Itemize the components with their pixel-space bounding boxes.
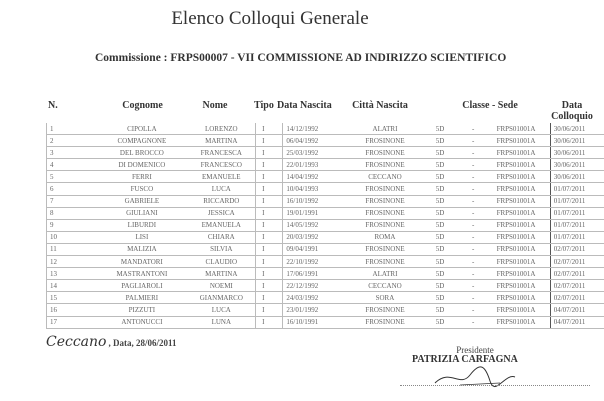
cell-n: 6 bbox=[47, 183, 97, 195]
cell-c: COMPAGNONE bbox=[96, 135, 187, 147]
cell-dn: 14/04/1992 bbox=[283, 171, 342, 183]
cell-n: 3 bbox=[47, 147, 97, 159]
cell-cl: 5D bbox=[428, 207, 464, 219]
cell-nm: FRANCESCA bbox=[187, 147, 255, 159]
students-table bbox=[46, 123, 604, 329]
place-signature: Ceccano bbox=[46, 334, 107, 350]
cell-ct: CECCANO bbox=[342, 171, 428, 183]
cell-nm: LORENZO bbox=[187, 123, 255, 135]
header-n: N. bbox=[48, 100, 58, 111]
cell-cl: 5D bbox=[428, 183, 464, 195]
cell-ct: FROSINONE bbox=[342, 316, 428, 328]
header-data-colloquio: Data Colloquio bbox=[551, 100, 593, 122]
cell-nm: JESSICA bbox=[187, 207, 255, 219]
cell-cl: 5D bbox=[428, 135, 464, 147]
cell-n: 8 bbox=[47, 207, 97, 219]
cell-cl: 5D bbox=[428, 171, 464, 183]
cell-cl: 5D bbox=[428, 268, 464, 280]
cell-c: MALIZIA bbox=[96, 243, 187, 255]
cell-ds: - bbox=[464, 147, 482, 159]
cell-cl: 5D bbox=[428, 147, 464, 159]
cell-t: I bbox=[256, 316, 283, 328]
cell-dc: 30/06/2011 bbox=[550, 171, 604, 183]
cell-c: GABRIELE bbox=[96, 195, 187, 207]
cell-nm: CHIARA bbox=[187, 231, 255, 243]
cell-nm: FRANCESCO bbox=[187, 159, 255, 171]
cell-n: 4 bbox=[47, 159, 97, 171]
cell-dc: 02/07/2011 bbox=[550, 280, 604, 292]
cell-ct: SORA bbox=[342, 292, 428, 304]
cell-n: 10 bbox=[47, 231, 97, 243]
cell-ct: ALATRI bbox=[342, 123, 428, 135]
cell-dc: 04/07/2011 bbox=[550, 304, 604, 316]
cell-c: PALMIERI bbox=[96, 292, 187, 304]
cell-ct: FROSINONE bbox=[342, 304, 428, 316]
cell-dc: 01/07/2011 bbox=[550, 219, 604, 231]
cell-sd: FRPS01001A bbox=[482, 292, 550, 304]
table-row bbox=[47, 316, 604, 328]
cell-dc: 02/07/2011 bbox=[550, 292, 604, 304]
cell-ds: - bbox=[464, 159, 482, 171]
cell-nm: LUNA bbox=[187, 316, 255, 328]
table-row bbox=[47, 304, 604, 316]
cell-ds: - bbox=[464, 207, 482, 219]
table-row bbox=[47, 219, 604, 231]
cell-c: FERRI bbox=[96, 171, 187, 183]
cell-sd: FRPS01001A bbox=[482, 207, 550, 219]
cell-sd: FRPS01001A bbox=[482, 171, 550, 183]
cell-c: DI DOMENICO bbox=[96, 159, 187, 171]
cell-dc: 30/06/2011 bbox=[550, 123, 604, 135]
table-row bbox=[47, 231, 604, 243]
cell-c: LIBURDI bbox=[96, 219, 187, 231]
cell-t: I bbox=[256, 123, 283, 135]
cell-sd: FRPS01001A bbox=[482, 304, 550, 316]
cell-ds: - bbox=[464, 183, 482, 195]
cell-dn: 22/12/1992 bbox=[283, 280, 342, 292]
cell-sd: FRPS01001A bbox=[482, 256, 550, 268]
cell-ds: - bbox=[464, 292, 482, 304]
cell-sd: FRPS01001A bbox=[482, 316, 550, 328]
header-classe-sede: Classe - Sede bbox=[462, 100, 518, 111]
cell-ct: FROSINONE bbox=[342, 195, 428, 207]
cell-sd: FRPS01001A bbox=[482, 159, 550, 171]
header-nome: Nome bbox=[202, 100, 228, 111]
cell-ds: - bbox=[464, 243, 482, 255]
cell-sd: FRPS01001A bbox=[482, 268, 550, 280]
cell-dc: 01/07/2011 bbox=[550, 231, 604, 243]
cell-nm: MARTINA bbox=[187, 268, 255, 280]
cell-sd: FRPS01001A bbox=[482, 183, 550, 195]
cell-c: CIPOLLA bbox=[96, 123, 187, 135]
cell-t: I bbox=[256, 243, 283, 255]
cell-dn: 14/05/1992 bbox=[283, 219, 342, 231]
cell-n: 2 bbox=[47, 135, 97, 147]
cell-ds: - bbox=[464, 256, 482, 268]
cell-ds: - bbox=[464, 123, 482, 135]
cell-cl: 5D bbox=[428, 280, 464, 292]
header-data-nascita: Data Nascita bbox=[277, 100, 332, 111]
cell-ds: - bbox=[464, 231, 482, 243]
cell-dn: 14/12/1992 bbox=[283, 123, 342, 135]
cell-dn: 16/10/1991 bbox=[283, 316, 342, 328]
cell-ds: - bbox=[464, 304, 482, 316]
cell-nm: CLAUDIO bbox=[187, 256, 255, 268]
cell-ct: ALATRI bbox=[342, 268, 428, 280]
cell-cl: 5D bbox=[428, 243, 464, 255]
cell-sd: FRPS01001A bbox=[482, 280, 550, 292]
cell-n: 1 bbox=[47, 123, 97, 135]
cell-t: I bbox=[256, 135, 283, 147]
cell-t: I bbox=[256, 219, 283, 231]
table-row bbox=[47, 135, 604, 147]
cell-t: I bbox=[256, 195, 283, 207]
cell-sd: FRPS01001A bbox=[482, 219, 550, 231]
cell-dn: 23/01/1992 bbox=[283, 304, 342, 316]
cell-c: DEL BROCCO bbox=[96, 147, 187, 159]
header-tipo: Tipo bbox=[254, 100, 274, 111]
cell-ct: CECCANO bbox=[342, 280, 428, 292]
table-row bbox=[47, 207, 604, 219]
table-row bbox=[47, 183, 604, 195]
president-label: Presidente bbox=[456, 345, 494, 355]
cell-sd: FRPS01001A bbox=[482, 195, 550, 207]
cell-cl: 5D bbox=[428, 195, 464, 207]
cell-t: I bbox=[256, 292, 283, 304]
cell-cl: 5D bbox=[428, 292, 464, 304]
cell-cl: 5D bbox=[428, 304, 464, 316]
cell-sd: FRPS01001A bbox=[482, 243, 550, 255]
cell-dc: 30/06/2011 bbox=[550, 159, 604, 171]
cell-t: I bbox=[256, 268, 283, 280]
cell-c: GIULIANI bbox=[96, 207, 187, 219]
table-row bbox=[47, 256, 604, 268]
cell-n: 17 bbox=[47, 316, 97, 328]
cell-dc: 30/06/2011 bbox=[550, 147, 604, 159]
cell-nm: EMANUELE bbox=[187, 171, 255, 183]
table-row bbox=[47, 195, 604, 207]
cell-ds: - bbox=[464, 171, 482, 183]
table-row bbox=[47, 280, 604, 292]
cell-n: 15 bbox=[47, 292, 97, 304]
president-name: PATRIZIA CARFAGNA bbox=[412, 354, 518, 365]
cell-ds: - bbox=[464, 195, 482, 207]
cell-t: I bbox=[256, 280, 283, 292]
cell-ct: ROMA bbox=[342, 231, 428, 243]
header-cognome: Cognome bbox=[122, 100, 163, 111]
cell-dc: 30/06/2011 bbox=[550, 135, 604, 147]
cell-n: 7 bbox=[47, 195, 97, 207]
cell-t: I bbox=[256, 231, 283, 243]
cell-ds: - bbox=[464, 316, 482, 328]
cell-dn: 19/01/1991 bbox=[283, 207, 342, 219]
table-row bbox=[47, 123, 604, 135]
cell-n: 16 bbox=[47, 304, 97, 316]
document-title: Elenco Colloqui Generale bbox=[171, 8, 369, 29]
cell-ct: FROSINONE bbox=[342, 183, 428, 195]
cell-cl: 5D bbox=[428, 123, 464, 135]
cell-dn: 09/04/1991 bbox=[283, 243, 342, 255]
cell-dn: 24/03/1992 bbox=[283, 292, 342, 304]
cell-nm: LUCA bbox=[187, 183, 255, 195]
table-row bbox=[47, 292, 604, 304]
cell-cl: 5D bbox=[428, 231, 464, 243]
cell-c: ANTONUCCI bbox=[96, 316, 187, 328]
cell-nm: SILVIA bbox=[187, 243, 255, 255]
cell-sd: FRPS01001A bbox=[482, 135, 550, 147]
cell-nm: MARTINA bbox=[187, 135, 255, 147]
cell-n: 5 bbox=[47, 171, 97, 183]
cell-t: I bbox=[256, 147, 283, 159]
cell-ds: - bbox=[464, 219, 482, 231]
cell-dn: 16/10/1992 bbox=[283, 195, 342, 207]
date-text: , Data, 28/06/2011 bbox=[108, 338, 177, 348]
cell-dn: 20/03/1992 bbox=[283, 231, 342, 243]
table-row bbox=[47, 171, 604, 183]
cell-dn: 06/04/1992 bbox=[283, 135, 342, 147]
cell-sd: FRPS01001A bbox=[482, 147, 550, 159]
table-row bbox=[47, 268, 604, 280]
cell-cl: 5D bbox=[428, 219, 464, 231]
cell-dc: 02/07/2011 bbox=[550, 243, 604, 255]
cell-dn: 22/01/1993 bbox=[283, 159, 342, 171]
cell-ct: FROSINONE bbox=[342, 256, 428, 268]
cell-sd: FRPS01001A bbox=[482, 123, 550, 135]
cell-ct: FROSINONE bbox=[342, 147, 428, 159]
cell-n: 11 bbox=[47, 243, 97, 255]
cell-c: PIZZUTI bbox=[96, 304, 187, 316]
signature-line bbox=[400, 385, 590, 386]
cell-c: FUSCO bbox=[96, 183, 187, 195]
cell-ct: FROSINONE bbox=[342, 219, 428, 231]
cell-n: 9 bbox=[47, 219, 97, 231]
cell-dc: 02/07/2011 bbox=[550, 256, 604, 268]
cell-nm: GIANMARCO bbox=[187, 292, 255, 304]
cell-ds: - bbox=[464, 135, 482, 147]
cell-c: MASTRANTONI bbox=[96, 268, 187, 280]
cell-cl: 5D bbox=[428, 159, 464, 171]
cell-nm: EMANUELA bbox=[187, 219, 255, 231]
cell-dn: 10/04/1993 bbox=[283, 183, 342, 195]
cell-ct: FROSINONE bbox=[342, 135, 428, 147]
cell-ct: FROSINONE bbox=[342, 159, 428, 171]
cell-c: PAGLIAROLI bbox=[96, 280, 187, 292]
cell-dc: 02/07/2011 bbox=[550, 268, 604, 280]
cell-t: I bbox=[256, 256, 283, 268]
cell-dn: 25/03/1992 bbox=[283, 147, 342, 159]
cell-sd: FRPS01001A bbox=[482, 231, 550, 243]
cell-n: 12 bbox=[47, 256, 97, 268]
president-signature-icon bbox=[430, 363, 520, 391]
cell-t: I bbox=[256, 207, 283, 219]
table-row bbox=[47, 243, 604, 255]
cell-dn: 17/06/1991 bbox=[283, 268, 342, 280]
cell-dc: 01/07/2011 bbox=[550, 195, 604, 207]
cell-t: I bbox=[256, 159, 283, 171]
table-row bbox=[47, 159, 604, 171]
cell-t: I bbox=[256, 171, 283, 183]
cell-dc: 01/07/2011 bbox=[550, 207, 604, 219]
cell-dc: 01/07/2011 bbox=[550, 183, 604, 195]
cell-t: I bbox=[256, 304, 283, 316]
cell-nm: RICCARDO bbox=[187, 195, 255, 207]
cell-t: I bbox=[256, 183, 283, 195]
cell-ct: FROSINONE bbox=[342, 207, 428, 219]
header-citta-nascita: Città Nascita bbox=[352, 100, 408, 111]
cell-ds: - bbox=[464, 280, 482, 292]
cell-n: 13 bbox=[47, 268, 97, 280]
cell-c: MANDATORI bbox=[96, 256, 187, 268]
cell-cl: 5D bbox=[428, 316, 464, 328]
cell-nm: NOEMI bbox=[187, 280, 255, 292]
cell-c: LISI bbox=[96, 231, 187, 243]
footer-date bbox=[46, 334, 177, 350]
cell-dc: 04/07/2011 bbox=[550, 316, 604, 328]
cell-dn: 22/10/1992 bbox=[283, 256, 342, 268]
table-row bbox=[47, 147, 604, 159]
commission-line: Commissione : FRPS00007 - VII COMMISSIONE AD INDIRIZZO SCIENTIFICO bbox=[95, 52, 507, 64]
cell-ct: FROSINONE bbox=[342, 243, 428, 255]
cell-cl: 5D bbox=[428, 256, 464, 268]
cell-n: 14 bbox=[47, 280, 97, 292]
cell-nm: LUCA bbox=[187, 304, 255, 316]
cell-ds: - bbox=[464, 268, 482, 280]
